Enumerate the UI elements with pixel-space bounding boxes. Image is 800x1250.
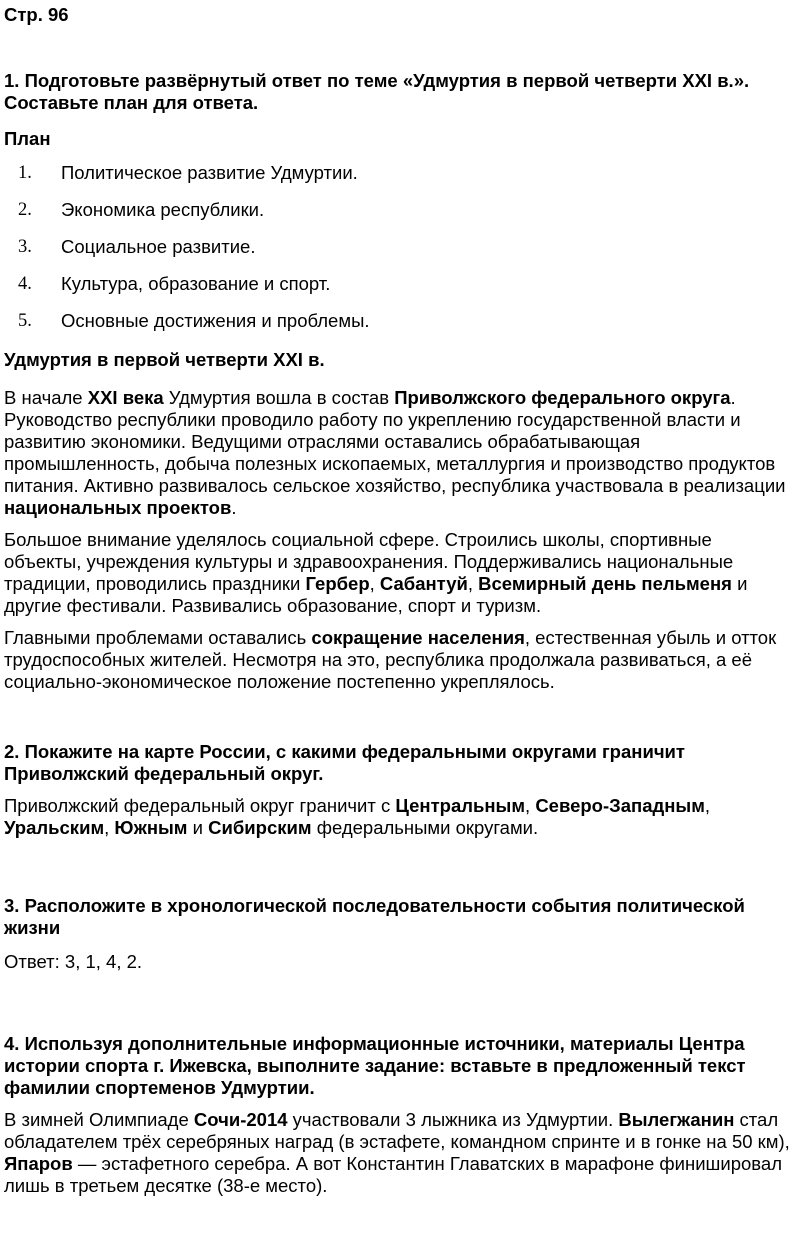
text-run: , bbox=[104, 817, 115, 838]
bold-text: XXI века bbox=[87, 387, 164, 408]
bold-text: сокращение населения bbox=[311, 627, 525, 648]
bold-text: Приволжского федерального округа bbox=[394, 387, 731, 408]
plan-list bbox=[4, 162, 792, 347]
bold-text: Вылегжанин bbox=[618, 1109, 735, 1130]
plan-item-number: 4. bbox=[18, 274, 32, 294]
plan-item-text: Основные достижения и проблемы. bbox=[61, 310, 370, 331]
text-run: . bbox=[231, 497, 237, 518]
plan-item bbox=[4, 273, 792, 310]
question-2-title: 2. Покажите на карте России, с какими федеральными округами граничит Приволжский федеральный округ. bbox=[4, 741, 685, 784]
question-2-answer bbox=[4, 795, 792, 839]
text-run: и bbox=[187, 817, 209, 838]
plan-item-text: Социальное развитие. bbox=[61, 236, 256, 257]
bold-text: Япаров bbox=[4, 1153, 73, 1174]
text-run: Главными проблемами оставались bbox=[4, 627, 312, 648]
plan-item-text: Политическое развитие Удмуртии. bbox=[61, 162, 358, 183]
plan-item bbox=[4, 162, 792, 199]
text-run: участвовали 3 лыжника из Удмуртии. bbox=[287, 1109, 619, 1130]
bold-text: Уральским bbox=[4, 817, 105, 838]
plan-item-text: Экономика республики. bbox=[61, 199, 265, 220]
question-3-answer: Ответ: 3, 1, 4, 2. bbox=[4, 951, 143, 972]
text-run: федеральными округами. bbox=[311, 817, 539, 838]
bold-text: Гербер bbox=[305, 573, 370, 594]
plan-item bbox=[4, 199, 792, 236]
text-run: — эстафетного серебра. А вот Константин Главатских в марафоне финишировал лишь в третьем десятке (38-е место). bbox=[4, 1153, 782, 1196]
text-run: Удмуртия вошла в состав bbox=[163, 387, 395, 408]
question-3-title: 3. Расположите в хронологической последовательности события политической жизни bbox=[4, 895, 745, 938]
text-run: Приволжский федеральный округ граничит с bbox=[4, 795, 396, 816]
plan-item-text: Культура, образование и спорт. bbox=[61, 273, 331, 294]
text-run: и другие фестивали. Развивались образование, спорт и туризм. bbox=[4, 573, 748, 616]
text-run: В начале bbox=[4, 387, 88, 408]
text-run: , bbox=[369, 573, 380, 594]
paragraph-3 bbox=[4, 627, 792, 693]
plan-label: План bbox=[4, 128, 51, 149]
bold-text: Сибирским bbox=[208, 817, 312, 838]
bold-text: Южным bbox=[114, 817, 188, 838]
text-run: , bbox=[704, 795, 711, 816]
text-run: стал обладателем трёх серебряных наград (в эстафете, командном спринте и в гонке на 50 км), bbox=[4, 1109, 790, 1152]
text-run: Большое внимание уделялось социальной сфере. Строились школы, спортивные объекты, учреждения культуры и здравоохранения. Поддерживались национальные традиции, проводились праздники bbox=[4, 529, 734, 594]
plan-item-number: 5. bbox=[18, 311, 32, 331]
paragraph-2 bbox=[4, 529, 792, 617]
text-run: , естественная убыль и отток трудоспособных жителей. Несмотря на это, республика продолжала развиваться, а её социально-экономическое положение постепенно укреплялось. bbox=[4, 627, 777, 692]
bold-text: Сочи-2014 bbox=[193, 1109, 288, 1130]
text-run: . Руководство республики проводило работу по укреплению государственной власти и развитию экономики. Ведущими отраслями оставались обрабатывающая промышленность, добыча полезных ископаемых, металлургия и производство продуктов питания. Активно развивалось сельское хозяйство, республика участвовала в реализации bbox=[4, 387, 786, 496]
section-title: Удмуртия в первой четверти XXI в. bbox=[4, 349, 325, 370]
text-run: В зимней Олимпиаде bbox=[4, 1109, 194, 1130]
plan-item-number: 3. bbox=[18, 237, 32, 257]
plan-item bbox=[4, 236, 792, 273]
plan-item-number: 2. bbox=[18, 200, 32, 220]
bold-text: Центральным bbox=[395, 795, 526, 816]
bold-text: Всемирный день пельменя bbox=[478, 573, 732, 594]
question-1-title: 1. Подготовьте развёрнутый ответ по теме «Удмуртия в первой четверти XXI в.». Составьте план для ответа. bbox=[4, 70, 750, 113]
text-run: , bbox=[467, 573, 479, 594]
plan-item bbox=[4, 310, 792, 347]
question-4-title: 4. Используя дополнительные информационные источники, материалы Центра истории спорта г. Ижевска, выполните задание: вставьте в предложенный текст фамилии спортеменов Удмуртии. bbox=[4, 1033, 746, 1098]
plan-item-number: 1. bbox=[18, 163, 32, 183]
bold-text: национальных проектов bbox=[4, 497, 232, 518]
page-number: Стр. 96 bbox=[4, 4, 69, 25]
bold-text: Северо-Западным bbox=[535, 795, 705, 816]
paragraph-1 bbox=[4, 387, 792, 519]
question-4-answer bbox=[4, 1109, 792, 1197]
bold-text: Сабантуй bbox=[379, 573, 468, 594]
text-run: , bbox=[525, 795, 536, 816]
